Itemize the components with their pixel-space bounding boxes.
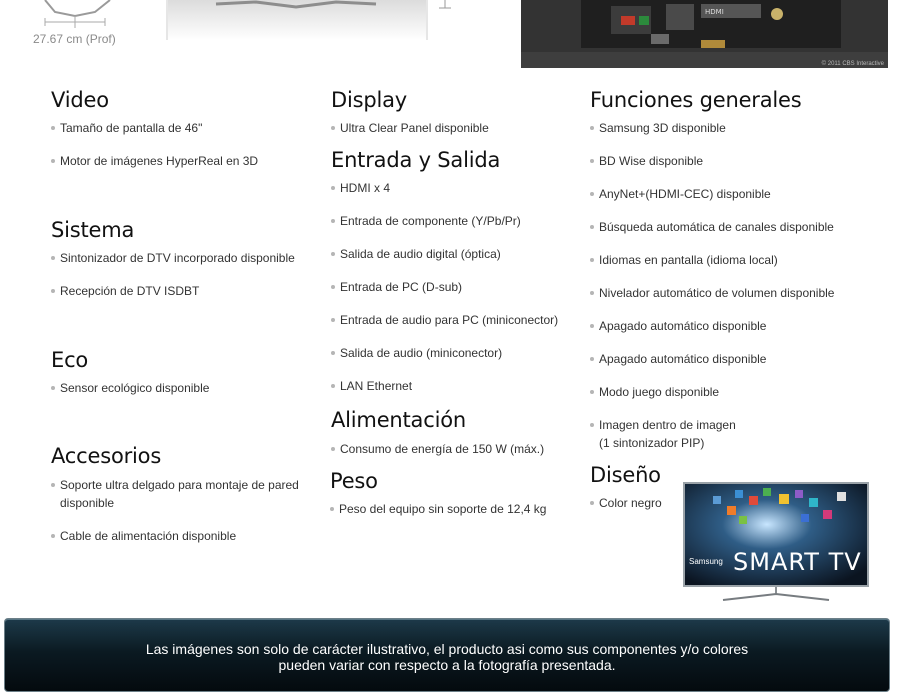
smart-tv-logo-text: SMART TV — [733, 548, 862, 576]
section-title-display: Display — [331, 88, 408, 112]
list-item: LAN Ethernet — [331, 377, 600, 395]
svg-text:HDMI: HDMI — [705, 8, 724, 16]
bullet-icon — [51, 483, 55, 487]
bullet-icon — [331, 351, 335, 355]
bullet-icon — [331, 186, 335, 190]
list-item: Salida de audio (miniconector) — [331, 344, 600, 362]
bullet-icon — [51, 289, 55, 293]
section-title-diseno: Diseño — [590, 463, 661, 487]
section-title-funciones-generales: Funciones generales — [590, 88, 802, 112]
list-item: Sensor ecológico disponible — [51, 379, 320, 397]
ports-illustration-icon — [521, 0, 888, 68]
bullet-icon — [331, 285, 335, 289]
list-item: BD Wise disponible — [590, 152, 859, 170]
bullet-icon — [590, 291, 594, 295]
bullet-icon — [331, 252, 335, 256]
bullet-icon — [590, 159, 594, 163]
list-item: Nivelador automático de volumen disponible — [590, 284, 859, 302]
bullet-icon — [331, 447, 335, 451]
smart-tv-icon — [683, 482, 871, 604]
section-title-accesorios: Accesorios — [51, 444, 162, 468]
list-item: Salida de audio digital (óptica) — [331, 245, 600, 263]
list-item: Soporte ultra delgado para montaje de pared disponible — [51, 476, 320, 512]
dimension-tick-icon — [436, 0, 454, 10]
list-item: Tamaño de pantalla de 46" — [51, 119, 320, 137]
bullet-icon — [51, 256, 55, 260]
list-item: AnyNet+(HDMI-CEC) disponible — [590, 185, 859, 203]
tv-bottom-edge-image — [166, 0, 428, 40]
bullet-icon — [590, 390, 594, 394]
bullet-icon — [331, 384, 335, 388]
samsung-brand-text: Samsung — [689, 557, 723, 566]
section-title-peso: Peso — [330, 469, 378, 493]
list-item: Entrada de audio para PC (miniconector) — [331, 311, 600, 329]
list-item: Apagado automático disponible — [590, 350, 859, 368]
bullet-icon — [330, 507, 334, 511]
bullet-icon — [51, 386, 55, 390]
list-item: Consumo de energía de 150 W (máx.) — [331, 440, 600, 458]
section-title-alimentacion: Alimentación — [331, 408, 466, 432]
bullet-icon — [51, 159, 55, 163]
list-item: Samsung 3D disponible — [590, 119, 859, 137]
list-item: Entrada de PC (D-sub) — [331, 278, 600, 296]
depth-dimension-label: 27.67 cm (Prof) — [33, 32, 116, 46]
list-item: Imagen dentro de imagen (1 sintonizador PIP) — [590, 416, 859, 452]
bullet-icon — [51, 534, 55, 538]
bullet-icon — [590, 324, 594, 328]
list-item: HDMI x 4 — [331, 179, 600, 197]
disclaimer-line-1: Las imágenes son solo de carácter ilustrativo, el producto asi como sus componentes y/o colores — [145, 641, 749, 657]
bullet-icon — [590, 192, 594, 196]
list-item: Sintonizador de DTV incorporado disponible — [51, 249, 320, 267]
list-item: Motor de imágenes HyperReal en 3D — [51, 152, 320, 170]
bullet-icon — [331, 318, 335, 322]
disclaimer-banner — [4, 618, 890, 692]
bullet-icon — [590, 126, 594, 130]
bullet-icon — [590, 423, 594, 427]
bullet-icon — [590, 258, 594, 262]
disclaimer-text — [5, 641, 889, 673]
section-title-sistema: Sistema — [51, 218, 135, 242]
list-item: Peso del equipo sin soporte de 12,4 kg — [330, 500, 599, 518]
bullet-icon — [590, 225, 594, 229]
list-item: Modo juego disponible — [590, 383, 859, 401]
list-item: Ultra Clear Panel disponible — [331, 119, 600, 137]
section-title-eco: Eco — [51, 348, 89, 372]
list-item: Entrada de componente (Y/Pb/Pr) — [331, 212, 600, 230]
list-item: Apagado automático disponible — [590, 317, 859, 335]
list-item: Cable de alimentación disponible — [51, 527, 320, 545]
list-item: Color negro — [590, 494, 689, 512]
top-image-strip — [0, 0, 900, 70]
bullet-icon — [51, 126, 55, 130]
section-title-video: Video — [51, 88, 109, 112]
list-item: Búsqueda automática de canales disponible — [590, 218, 859, 236]
bullet-icon — [331, 219, 335, 223]
tv-rear-ports-photo — [521, 0, 888, 68]
photo-credit: © 2011 CBS Interactive — [821, 61, 884, 67]
list-item: Idiomas en pantalla (idioma local) — [590, 251, 859, 269]
bullet-icon — [590, 357, 594, 361]
smart-tv-promo-image — [683, 482, 871, 604]
disclaimer-line-2: pueden variar con respecto a la fotografía presentada. — [278, 657, 616, 673]
tv-stand-profile-icon — [30, 0, 130, 30]
section-title-entrada-salida: Entrada y Salida — [331, 148, 501, 172]
bullet-icon — [331, 126, 335, 130]
bullet-icon — [590, 501, 594, 505]
list-item: Recepción de DTV ISDBT — [51, 282, 320, 300]
